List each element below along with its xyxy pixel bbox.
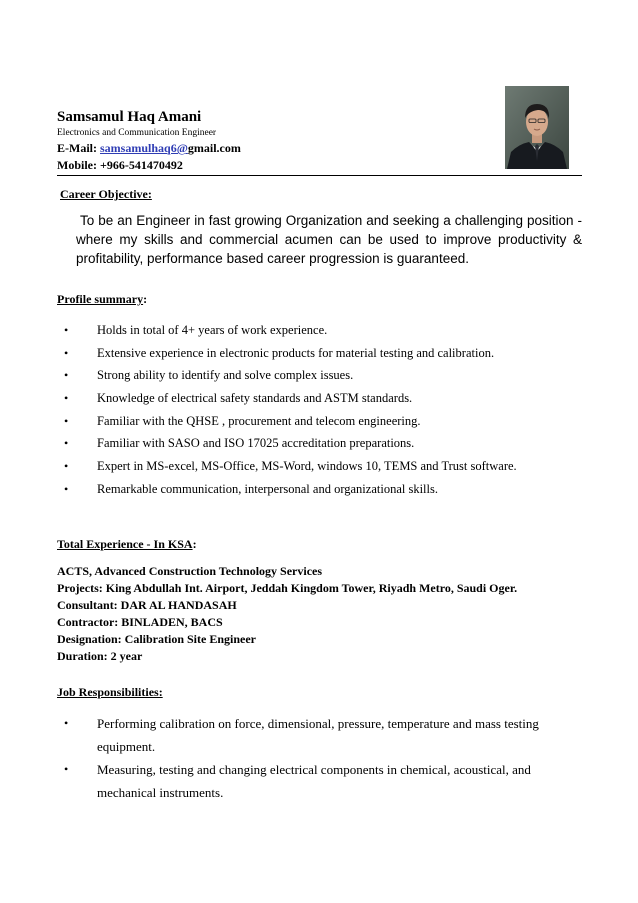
profile-summary-item: Expert in MS-excel, MS-Office, MS-Word, windows 10, TEMS and Trust software. bbox=[97, 459, 517, 474]
list-item bbox=[64, 478, 517, 501]
profile-summary-heading-text: Profile summary bbox=[57, 292, 144, 306]
email-label: E-Mail: bbox=[57, 141, 100, 155]
candidate-name: Samsamul Haq Amani bbox=[57, 109, 202, 125]
header-divider bbox=[57, 175, 582, 176]
profile-summary-heading-colon: : bbox=[143, 292, 148, 306]
profile-summary-item: Familiar with the QHSE , procurement and telecom engineering. bbox=[97, 413, 421, 428]
bullet-icon: • bbox=[64, 762, 69, 776]
candidate-title: Electronics and Communication Engineer bbox=[57, 128, 217, 138]
list-item bbox=[64, 455, 517, 478]
profile-summary-item: Remarkable communication, interpersonal and organizational skills. bbox=[97, 481, 438, 496]
bullet-icon: • bbox=[64, 368, 69, 383]
list-item bbox=[64, 342, 517, 365]
list-item bbox=[64, 387, 517, 410]
bullet-icon: • bbox=[64, 413, 69, 428]
profile-summary-list bbox=[64, 319, 517, 501]
list-item bbox=[64, 319, 517, 342]
list-item bbox=[64, 364, 517, 387]
profile-summary-item: Holds in total of 4+ years of work experience. bbox=[97, 323, 328, 337]
designation-line: Designation: Calibration Site Engineer bbox=[57, 632, 257, 646]
bullet-icon: • bbox=[64, 436, 69, 451]
consultant-line: Consultant: DAR AL HANDASAH bbox=[57, 598, 237, 612]
mobile-line: Mobile: +966-541470492 bbox=[57, 158, 183, 172]
profile-summary-item: Extensive experience in electronic products for material testing and calibration. bbox=[97, 345, 495, 360]
total-experience-heading-text: Total Experience - In KSA bbox=[57, 537, 193, 551]
list-item bbox=[64, 410, 517, 433]
profile-summary-item: Knowledge of electrical safety standards and ASTM standards. bbox=[97, 391, 413, 406]
contractor-line: Contractor: BINLADEN, BACS bbox=[57, 615, 223, 629]
email-domain: gmail.com bbox=[187, 141, 241, 155]
bullet-icon: • bbox=[64, 391, 69, 406]
projects-line: Projects: King Abdullah Int. Airport, Jeddah Kingdom Tower, Riyadh Metro, Saudi Oger. bbox=[57, 581, 518, 595]
list-item bbox=[64, 432, 517, 455]
bullet-icon: • bbox=[64, 323, 69, 337]
list-item bbox=[64, 712, 584, 758]
job-responsibility-item: Performing calibration on force, dimensional, pressure, temperature and mass testing equipment. bbox=[97, 716, 539, 754]
career-objective-text bbox=[76, 211, 582, 268]
portrait-image bbox=[505, 86, 569, 169]
profile-summary-heading bbox=[57, 292, 147, 307]
job-responsibility-item: Measuring, testing and changing electrical components in chemical, acoustical, and mechanical instruments. bbox=[97, 762, 531, 800]
duration-line: Duration: 2 year bbox=[57, 649, 143, 663]
profile-summary-item: Strong ability to identify and solve complex issues. bbox=[97, 368, 354, 383]
bullet-icon: • bbox=[64, 345, 69, 360]
job-responsibilities-heading: Job Responsibilities: bbox=[57, 685, 163, 699]
bullet-icon: • bbox=[64, 481, 69, 496]
job-responsibilities-list bbox=[64, 712, 584, 804]
bullet-icon: • bbox=[64, 459, 69, 474]
profile-photo bbox=[505, 86, 569, 169]
total-experience-heading bbox=[57, 537, 197, 552]
total-experience-heading-colon: : bbox=[192, 537, 197, 551]
career-objective-body: To be an Engineer in fast growing Organization and seeking a challenging position - where my skills and commercial acumen can be used to improve productivity & profitability, performance based career progression is guaranteed. bbox=[76, 213, 582, 266]
list-item bbox=[64, 758, 584, 804]
career-objective-heading: Career Objective: bbox=[60, 187, 152, 201]
profile-summary-item: Familiar with SASO and ISO 17025 accreditation preparations. bbox=[97, 436, 415, 451]
company-name: ACTS, Advanced Construction Technology Services bbox=[57, 564, 323, 578]
bullet-icon: • bbox=[64, 716, 69, 730]
email-link[interactable]: samsamulhaq6@ bbox=[100, 141, 188, 155]
email-line bbox=[57, 141, 241, 156]
